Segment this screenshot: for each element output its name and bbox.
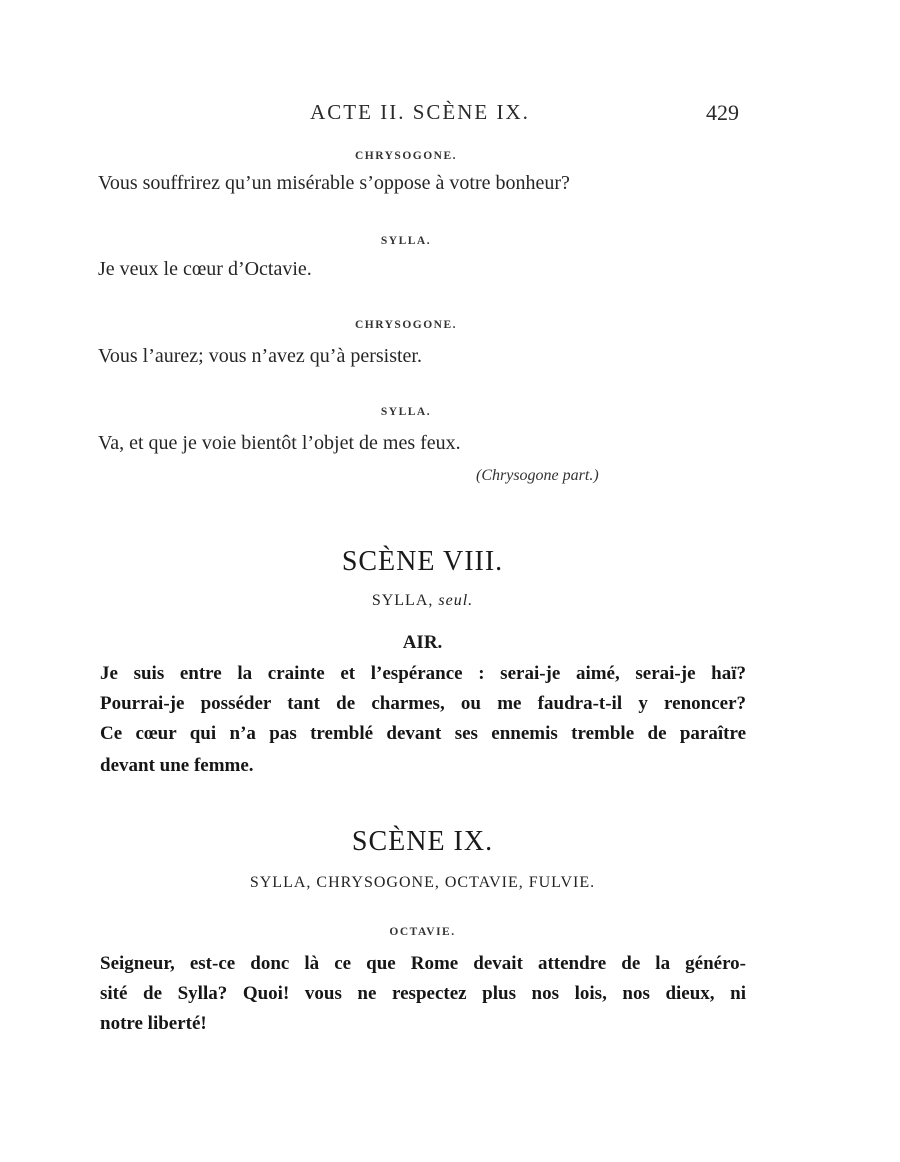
- dialogue-line: Seigneur, est-ce donc là ce que Rome devait attendre de la généro-: [100, 953, 746, 974]
- verse-line: Ce cœur qui n’a pas tremblé devant ses ennemis tremble de paraître: [100, 723, 746, 744]
- scene-characters: [0, 592, 845, 610]
- dialogue-line: Vous l’aurez; vous n’avez qu’à persister.: [98, 345, 422, 367]
- dialogue-line: Vous souffrirez qu’un misérable s’oppose à votre bonheur?: [98, 172, 570, 194]
- dialogue-line: notre liberté!: [100, 1013, 207, 1034]
- air-label: AIR.: [402, 632, 443, 653]
- verse-line: Je suis entre la crainte et l’espérance : serai-je aimé, serai-je haï?: [100, 663, 746, 684]
- dialogue-line: Je veux le cœur d’Octavie.: [98, 258, 312, 280]
- dialogue-line: Va, et que je voie bientôt l’objet de mes feux.: [98, 432, 461, 454]
- running-head: ACTE II. SCÈNE IX.: [310, 100, 530, 124]
- speaker-name: CHRYSOGONE.: [354, 319, 458, 331]
- character-note: seul.: [438, 592, 474, 609]
- scene-title: SCÈNE IX.: [351, 826, 494, 857]
- scene-characters: SYLLA, CHRYSOGONE, OCTAVIE, FULVIE.: [249, 874, 596, 891]
- speaker-name: OCTAVIE.: [389, 926, 456, 938]
- page-number: 429: [706, 100, 739, 125]
- speaker-name: SYLLA.: [380, 406, 432, 418]
- stage-direction: (Chrysogone part.): [476, 467, 599, 484]
- speaker-name: CHRYSOGONE.: [354, 150, 458, 162]
- verse-line: devant une femme.: [100, 755, 254, 776]
- speaker-name: SYLLA.: [380, 235, 432, 247]
- character-name: SYLLA,: [371, 592, 434, 609]
- dialogue-line: sité de Sylla? Quoi! vous ne respectez plus nos lois, nos dieux, ni: [100, 983, 746, 1004]
- verse-line: Pourrai-je posséder tant de charmes, ou me faudra-t-il y renoncer?: [100, 693, 746, 714]
- scene-title: SCÈNE VIII.: [341, 546, 504, 577]
